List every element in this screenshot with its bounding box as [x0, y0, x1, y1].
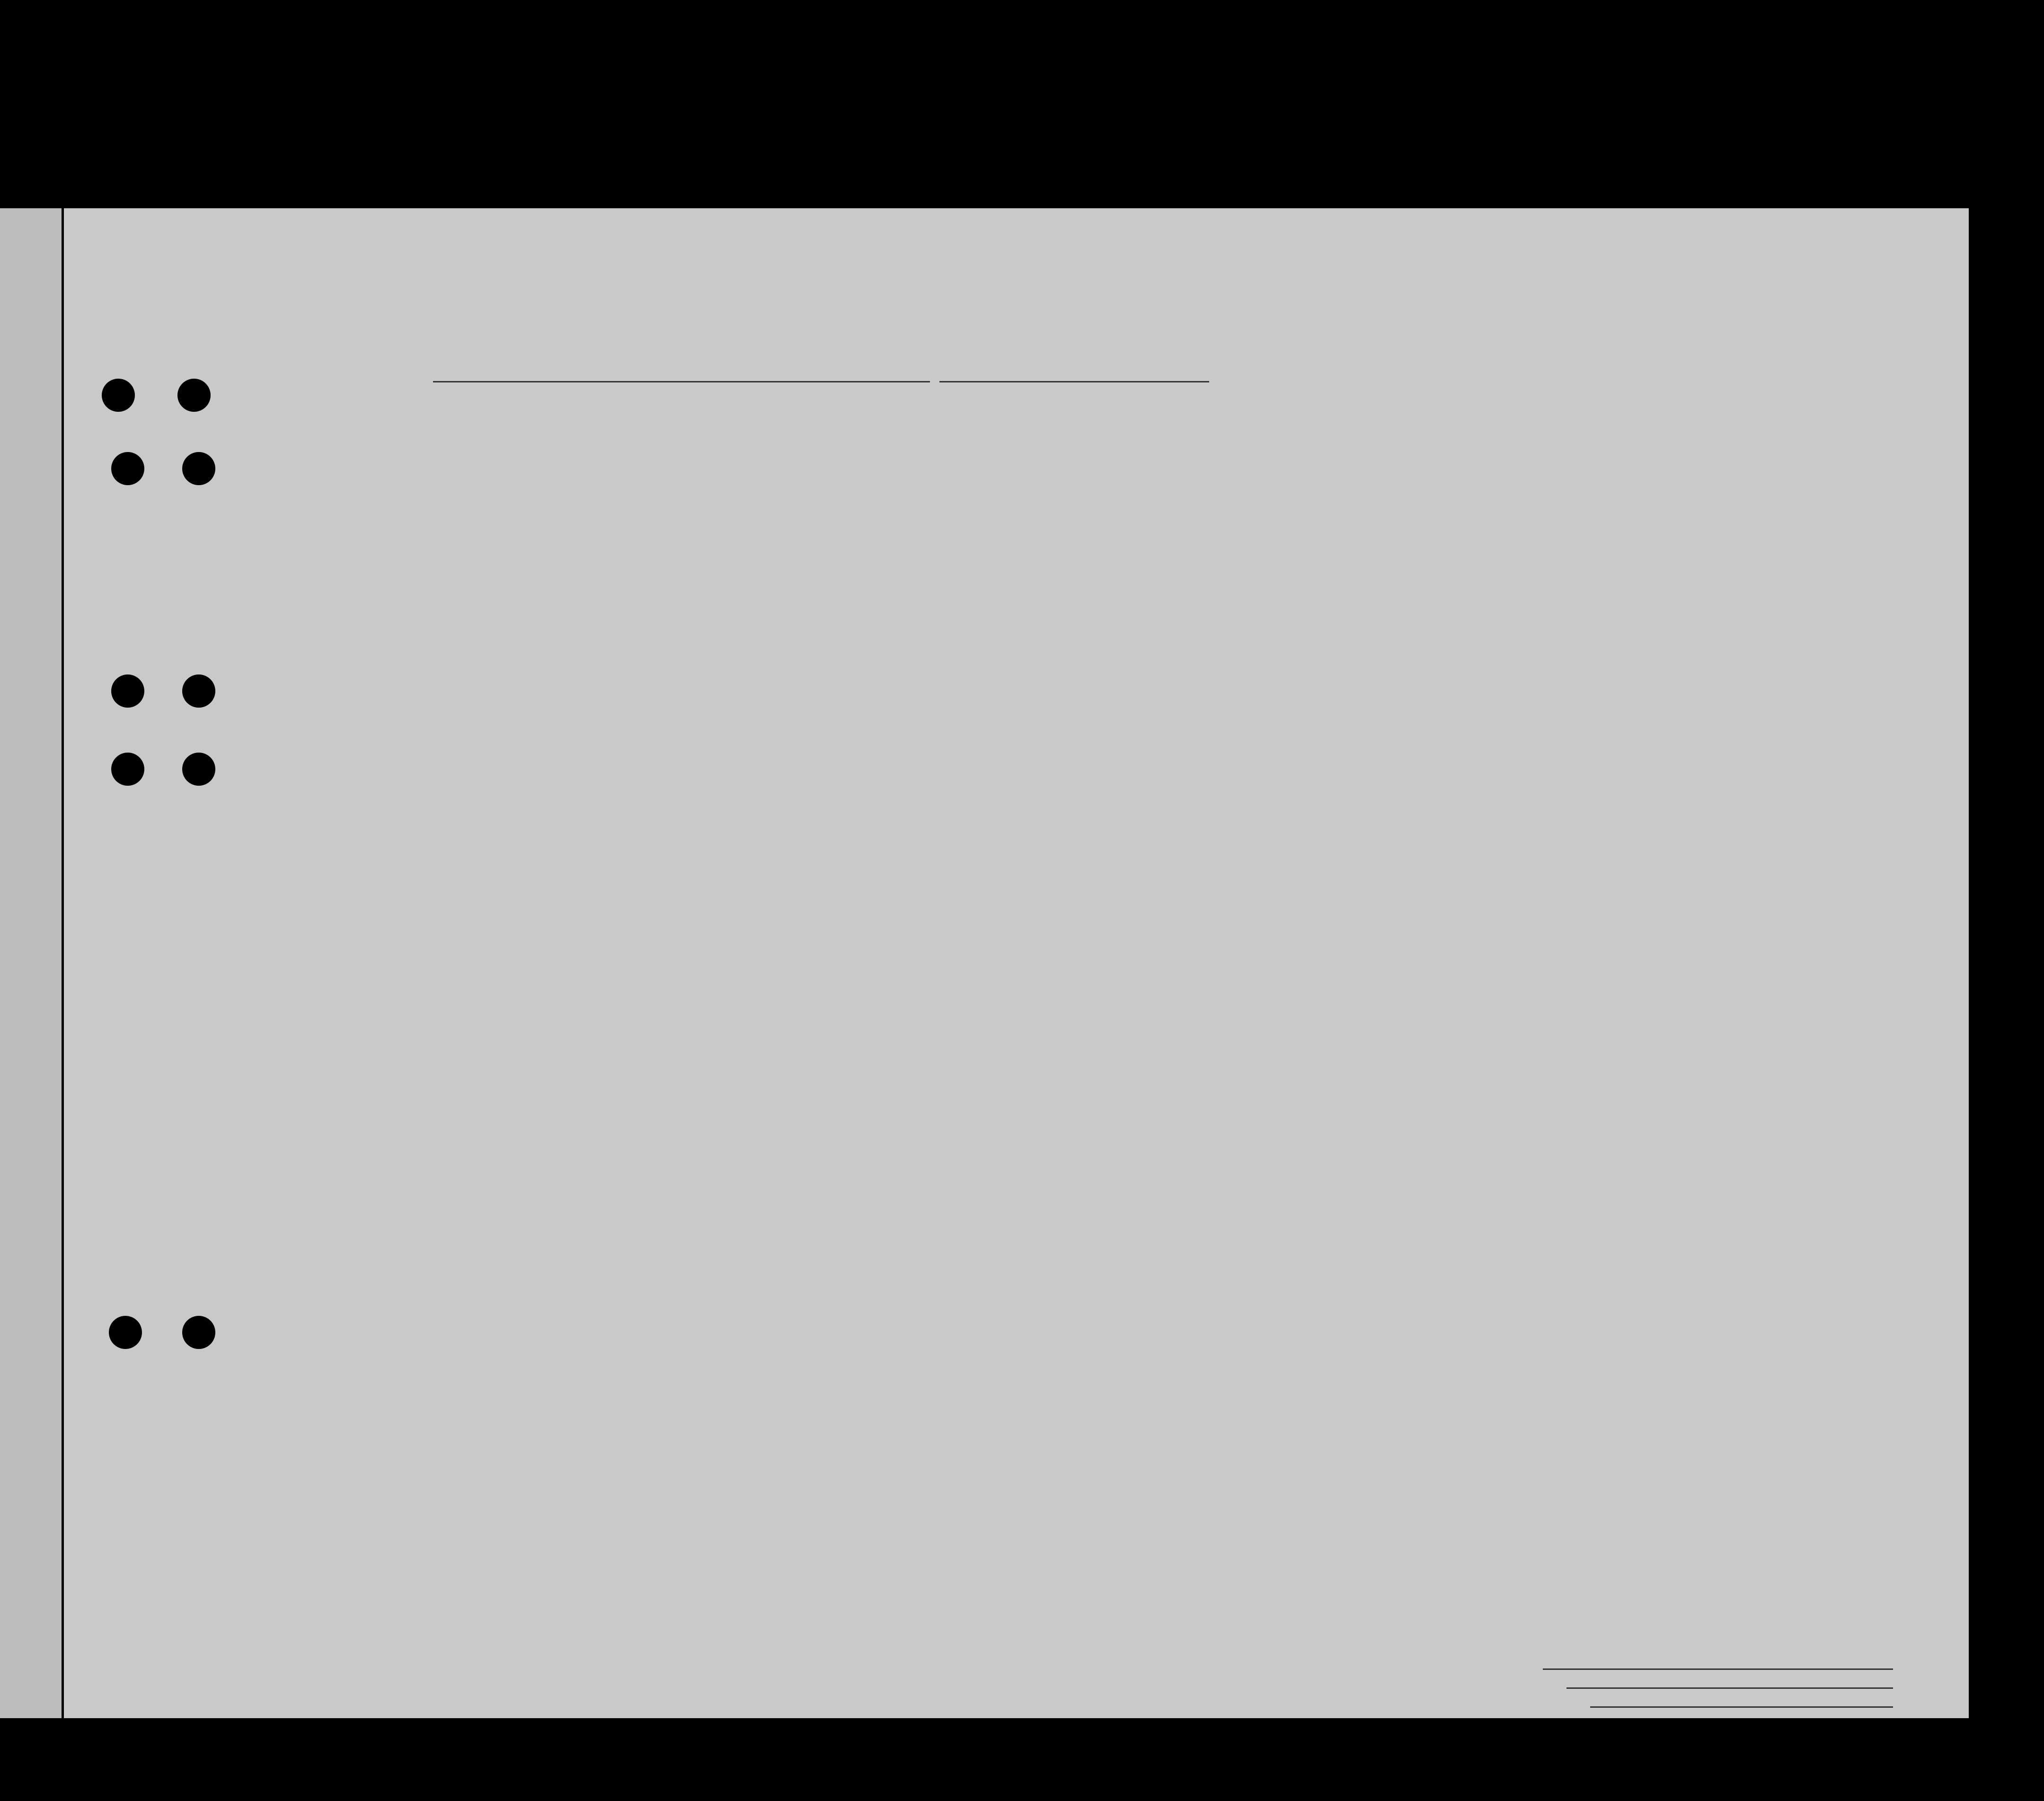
owners-fill — [1566, 1687, 1893, 1689]
agents-fill — [1590, 1706, 1893, 1708]
line-fill — [1543, 1668, 1893, 1670]
